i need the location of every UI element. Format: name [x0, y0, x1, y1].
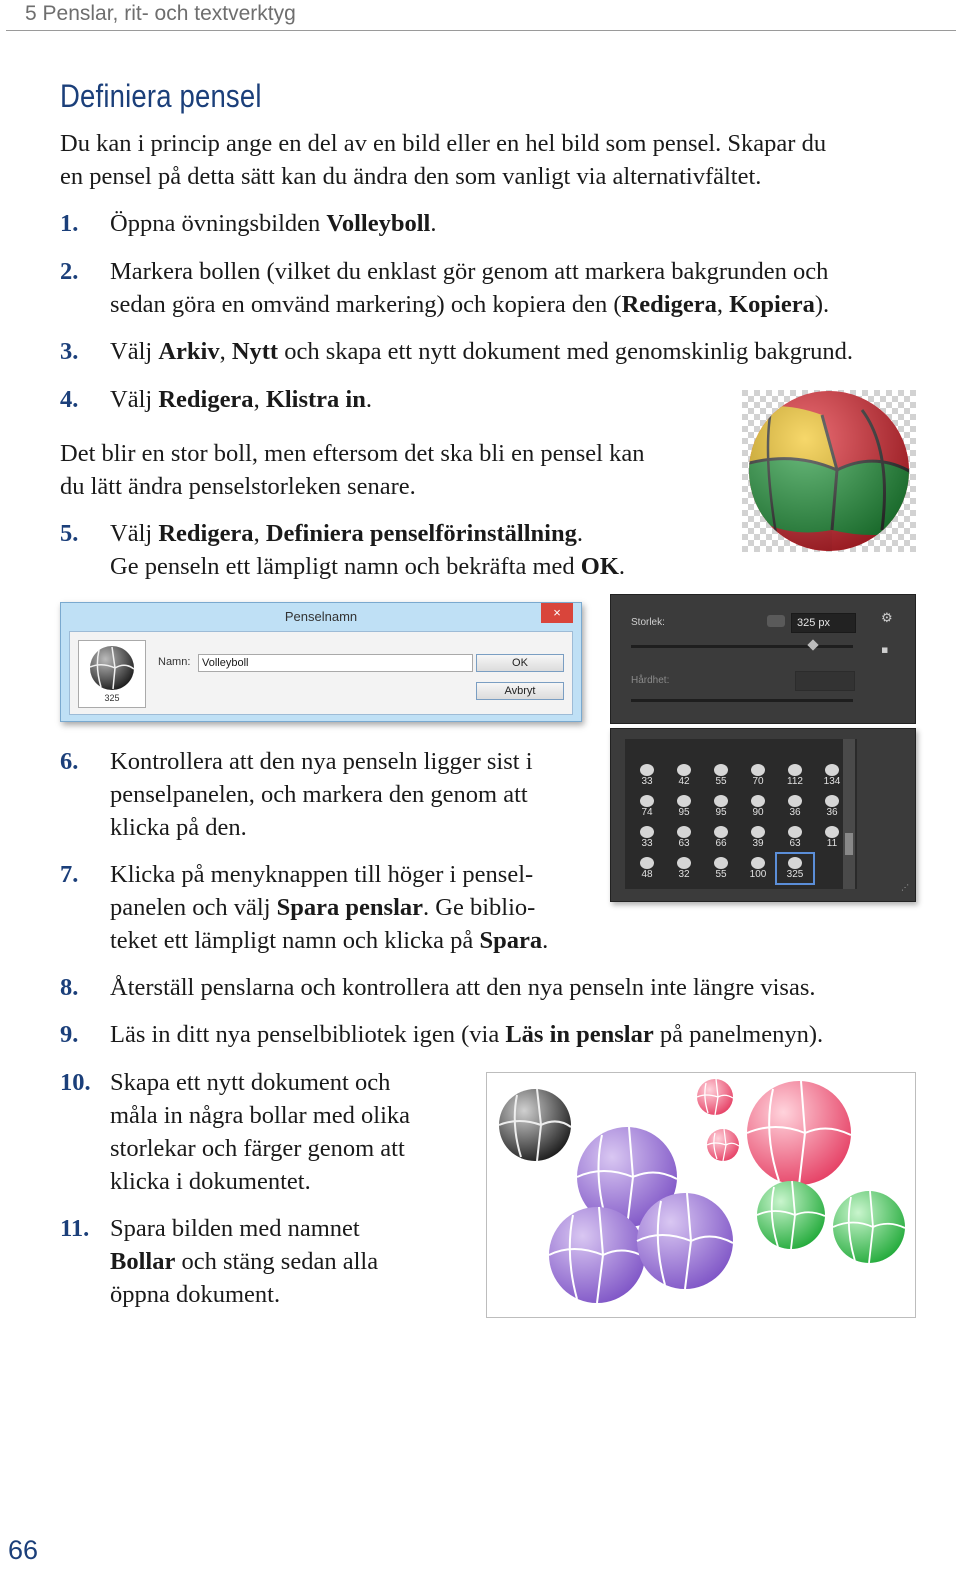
step-10 [60, 1066, 480, 1198]
brush-tip-icon [640, 795, 654, 807]
close-button[interactable]: × [541, 603, 573, 623]
brush-preset[interactable] [703, 823, 739, 852]
volleyball-image [742, 390, 916, 552]
ball-purple-3 [637, 1193, 733, 1289]
step-text: Markera bollen (vilket du enklast gör genom att markera bakgrunden och sedan göra en omvänd markering) och kopiera den (Redigera, Kopiera). [110, 258, 830, 318]
brush-size-number: 325 [786, 869, 804, 880]
volleyball-icon [87, 645, 137, 691]
running-head: 5 Penslar, rit- och textverktyg [25, 2, 296, 25]
name-label: Namn: [158, 656, 191, 668]
ok-button[interactable]: OK [476, 654, 564, 672]
brush-tip-icon [677, 764, 691, 776]
step-number: 9. [60, 1021, 79, 1048]
section-title: Definiera pensel [60, 78, 262, 114]
step-number: 4. [60, 386, 79, 413]
resize-grip-icon[interactable]: ⋰ [901, 883, 909, 892]
brush-preset[interactable] [777, 823, 813, 852]
scrollbar-thumb[interactable] [845, 833, 853, 855]
brush-preset[interactable] [629, 761, 665, 790]
brush-preset[interactable] [740, 854, 776, 883]
brush-tip-icon [714, 857, 728, 869]
brush-tip-icon [751, 826, 765, 838]
dialog-title: Penselnamn [284, 609, 358, 624]
brush-grid [625, 739, 857, 889]
brush-size-number: 48 [641, 869, 653, 880]
step-7 [60, 858, 620, 957]
brush-size-number: 42 [678, 776, 690, 787]
step-number: 3. [60, 338, 79, 365]
name-input[interactable]: Volleyboll [198, 654, 473, 672]
intro-line: Du kan i princip ange en del av en bild eller en hel bild som pensel. Skapar du [60, 130, 827, 157]
brush-preset-selected[interactable] [777, 854, 813, 883]
header-rule [6, 30, 956, 31]
ball-gray [499, 1089, 571, 1161]
note-line: Det blir en stor boll, men eftersom det ska bli en pensel kan [60, 440, 645, 467]
brush-tip-icon [751, 764, 765, 776]
step-8 [60, 971, 950, 1004]
brush-size-number: 70 [752, 776, 764, 787]
step-number: 6. [60, 748, 79, 775]
brush-size-label: 325 [104, 693, 120, 703]
brush-picker-panel [610, 728, 916, 902]
note-line: du lätt ändra penselstorleken senare. [60, 473, 416, 500]
size-slider[interactable] [631, 645, 853, 648]
ball-pink-small-1 [697, 1079, 733, 1115]
brush-tip-icon [788, 826, 802, 838]
gear-icon[interactable]: ⚙ [881, 611, 893, 626]
ball-purple-2 [549, 1207, 645, 1303]
ball-green-1 [757, 1181, 825, 1249]
panel-menu-icon[interactable]: ▪ [881, 643, 889, 656]
brush-tip-icon [677, 857, 691, 869]
brush-size-number: 33 [641, 838, 653, 849]
brush-size-number: 63 [678, 838, 690, 849]
brush-preset[interactable] [703, 854, 739, 883]
step-6 [60, 745, 600, 844]
brush-preset[interactable] [740, 823, 776, 852]
hardness-field[interactable] [795, 671, 855, 691]
brush-size-number: 95 [715, 807, 727, 818]
intro-paragraph [60, 127, 920, 193]
step-text: Skapa ett nytt dokument och måla in några bollar med olika storlekar och färger genom att klicka i dokumentet. [110, 1069, 411, 1195]
cancel-button[interactable]: Avbryt [476, 682, 564, 700]
brush-preset[interactable] [629, 823, 665, 852]
brush-size-number: 90 [752, 807, 764, 818]
step-number: 7. [60, 861, 79, 888]
step-text: Kontrollera att den nya penseln ligger sist i penselpanelen, och markera den genom att klicka på den. [110, 748, 533, 841]
brush-preset[interactable] [629, 792, 665, 821]
brush-tip-icon [714, 764, 728, 776]
brush-tip-icon [751, 857, 765, 869]
brush-preset[interactable] [703, 761, 739, 790]
brush-tip-icon [788, 857, 802, 869]
brush-tip-icon [825, 826, 839, 838]
brush-preset[interactable] [777, 792, 813, 821]
brush-size-number: 39 [752, 838, 764, 849]
step-number: 1. [60, 210, 79, 237]
step-2 [60, 255, 940, 321]
size-field[interactable]: 325 px [791, 613, 856, 633]
brush-preset[interactable] [666, 792, 702, 821]
brush-preset[interactable] [666, 854, 702, 883]
brush-preset[interactable] [666, 761, 702, 790]
brush-preset[interactable] [629, 854, 665, 883]
brush-size-number: 11 [826, 838, 838, 849]
hardness-label: Hårdhet: [631, 675, 670, 686]
brush-size-number: 112 [787, 776, 803, 787]
brush-size-number: 55 [715, 776, 727, 787]
step-3 [60, 335, 940, 368]
step-number: 5. [60, 520, 79, 547]
step-text: Spara bilden med namnet Bollar och stäng sedan alla öppna dokument. [110, 1215, 379, 1308]
size-slider-handle[interactable] [807, 639, 818, 650]
step-text: Öppna övningsbilden Volleyboll. [110, 210, 437, 237]
brush-tip-icon [640, 764, 654, 776]
painted-balls-image [486, 1072, 916, 1318]
brush-preset[interactable] [703, 792, 739, 821]
brush-size-number: 32 [678, 869, 690, 880]
lock-icon [767, 615, 785, 627]
brush-size-number: 36 [826, 807, 838, 818]
brush-tip-icon [640, 826, 654, 838]
brush-size-number: 66 [715, 838, 727, 849]
page-number: 66 [8, 1535, 39, 1565]
dialog-body [69, 631, 573, 715]
brush-preset[interactable] [740, 761, 776, 790]
brush-tip-icon [714, 826, 728, 838]
brush-preset[interactable] [777, 761, 813, 790]
brush-options-panel [610, 594, 916, 724]
brush-size-number: 95 [678, 807, 690, 818]
brush-size-number: 100 [749, 869, 767, 880]
ball-pink-small-2 [707, 1129, 739, 1161]
note-paragraph [60, 437, 720, 503]
step-text: Välj Redigera, Klistra in. [110, 386, 372, 413]
brush-size-number: 55 [715, 869, 727, 880]
intro-line: en pensel på detta sätt kan du ändra den som vanligt via alternativfältet. [60, 163, 762, 190]
brush-tip-icon [677, 795, 691, 807]
brush-tip-icon [751, 795, 765, 807]
scrollbar[interactable] [843, 739, 855, 889]
brush-size-number: 63 [789, 838, 801, 849]
step-number: 10. [60, 1069, 91, 1096]
step-number: 8. [60, 974, 79, 1001]
ball-pink-large [747, 1081, 851, 1185]
brush-tip-icon [788, 764, 802, 776]
hardness-slider[interactable] [631, 699, 853, 702]
brush-size-number: 134 [823, 776, 841, 787]
step-5 [60, 517, 740, 583]
brush-tip-icon [788, 795, 802, 807]
step-text: Läs in ditt nya penselbibliotek igen (via Läs in penslar på panelmenyn). [110, 1021, 824, 1048]
step-text: Återställ penslarna och kontrollera att den nya penseln inte längre visas. [110, 974, 816, 1001]
brush-tip-icon [825, 795, 839, 807]
brush-preset[interactable] [666, 823, 702, 852]
step-text: Välj Arkiv, Nytt och skapa ett nytt dokument med genomskinlig bakgrund. [110, 338, 854, 365]
size-label: Storlek: [631, 617, 665, 628]
step-4 [60, 383, 660, 416]
step-11 [60, 1212, 480, 1311]
brush-preset[interactable] [740, 792, 776, 821]
brush-tip-icon [714, 795, 728, 807]
brush-size-number: 74 [641, 807, 653, 818]
step-9 [60, 1018, 950, 1051]
brush-size-number: 33 [641, 776, 653, 787]
brush-tip-icon [825, 764, 839, 776]
ball-green-2 [833, 1191, 905, 1263]
step-text: Klicka på menyknappen till höger i pensel- panelen och välj Spara penslar. Ge biblio- teket ett lämpligt namn och klicka på Spara. [110, 861, 549, 954]
brush-tip-icon [640, 857, 654, 869]
brush-thumbnail [78, 640, 146, 708]
brush-name-dialog [60, 602, 582, 722]
step-1 [60, 207, 920, 240]
step-text: Välj Redigera, Definiera penselförinställning. Ge penseln ett lämpligt namn och bekräfta med OK. [110, 520, 626, 580]
brush-size-number: 36 [789, 807, 801, 818]
step-number: 2. [60, 258, 79, 285]
brush-tip-icon [677, 826, 691, 838]
step-number: 11. [60, 1215, 90, 1242]
